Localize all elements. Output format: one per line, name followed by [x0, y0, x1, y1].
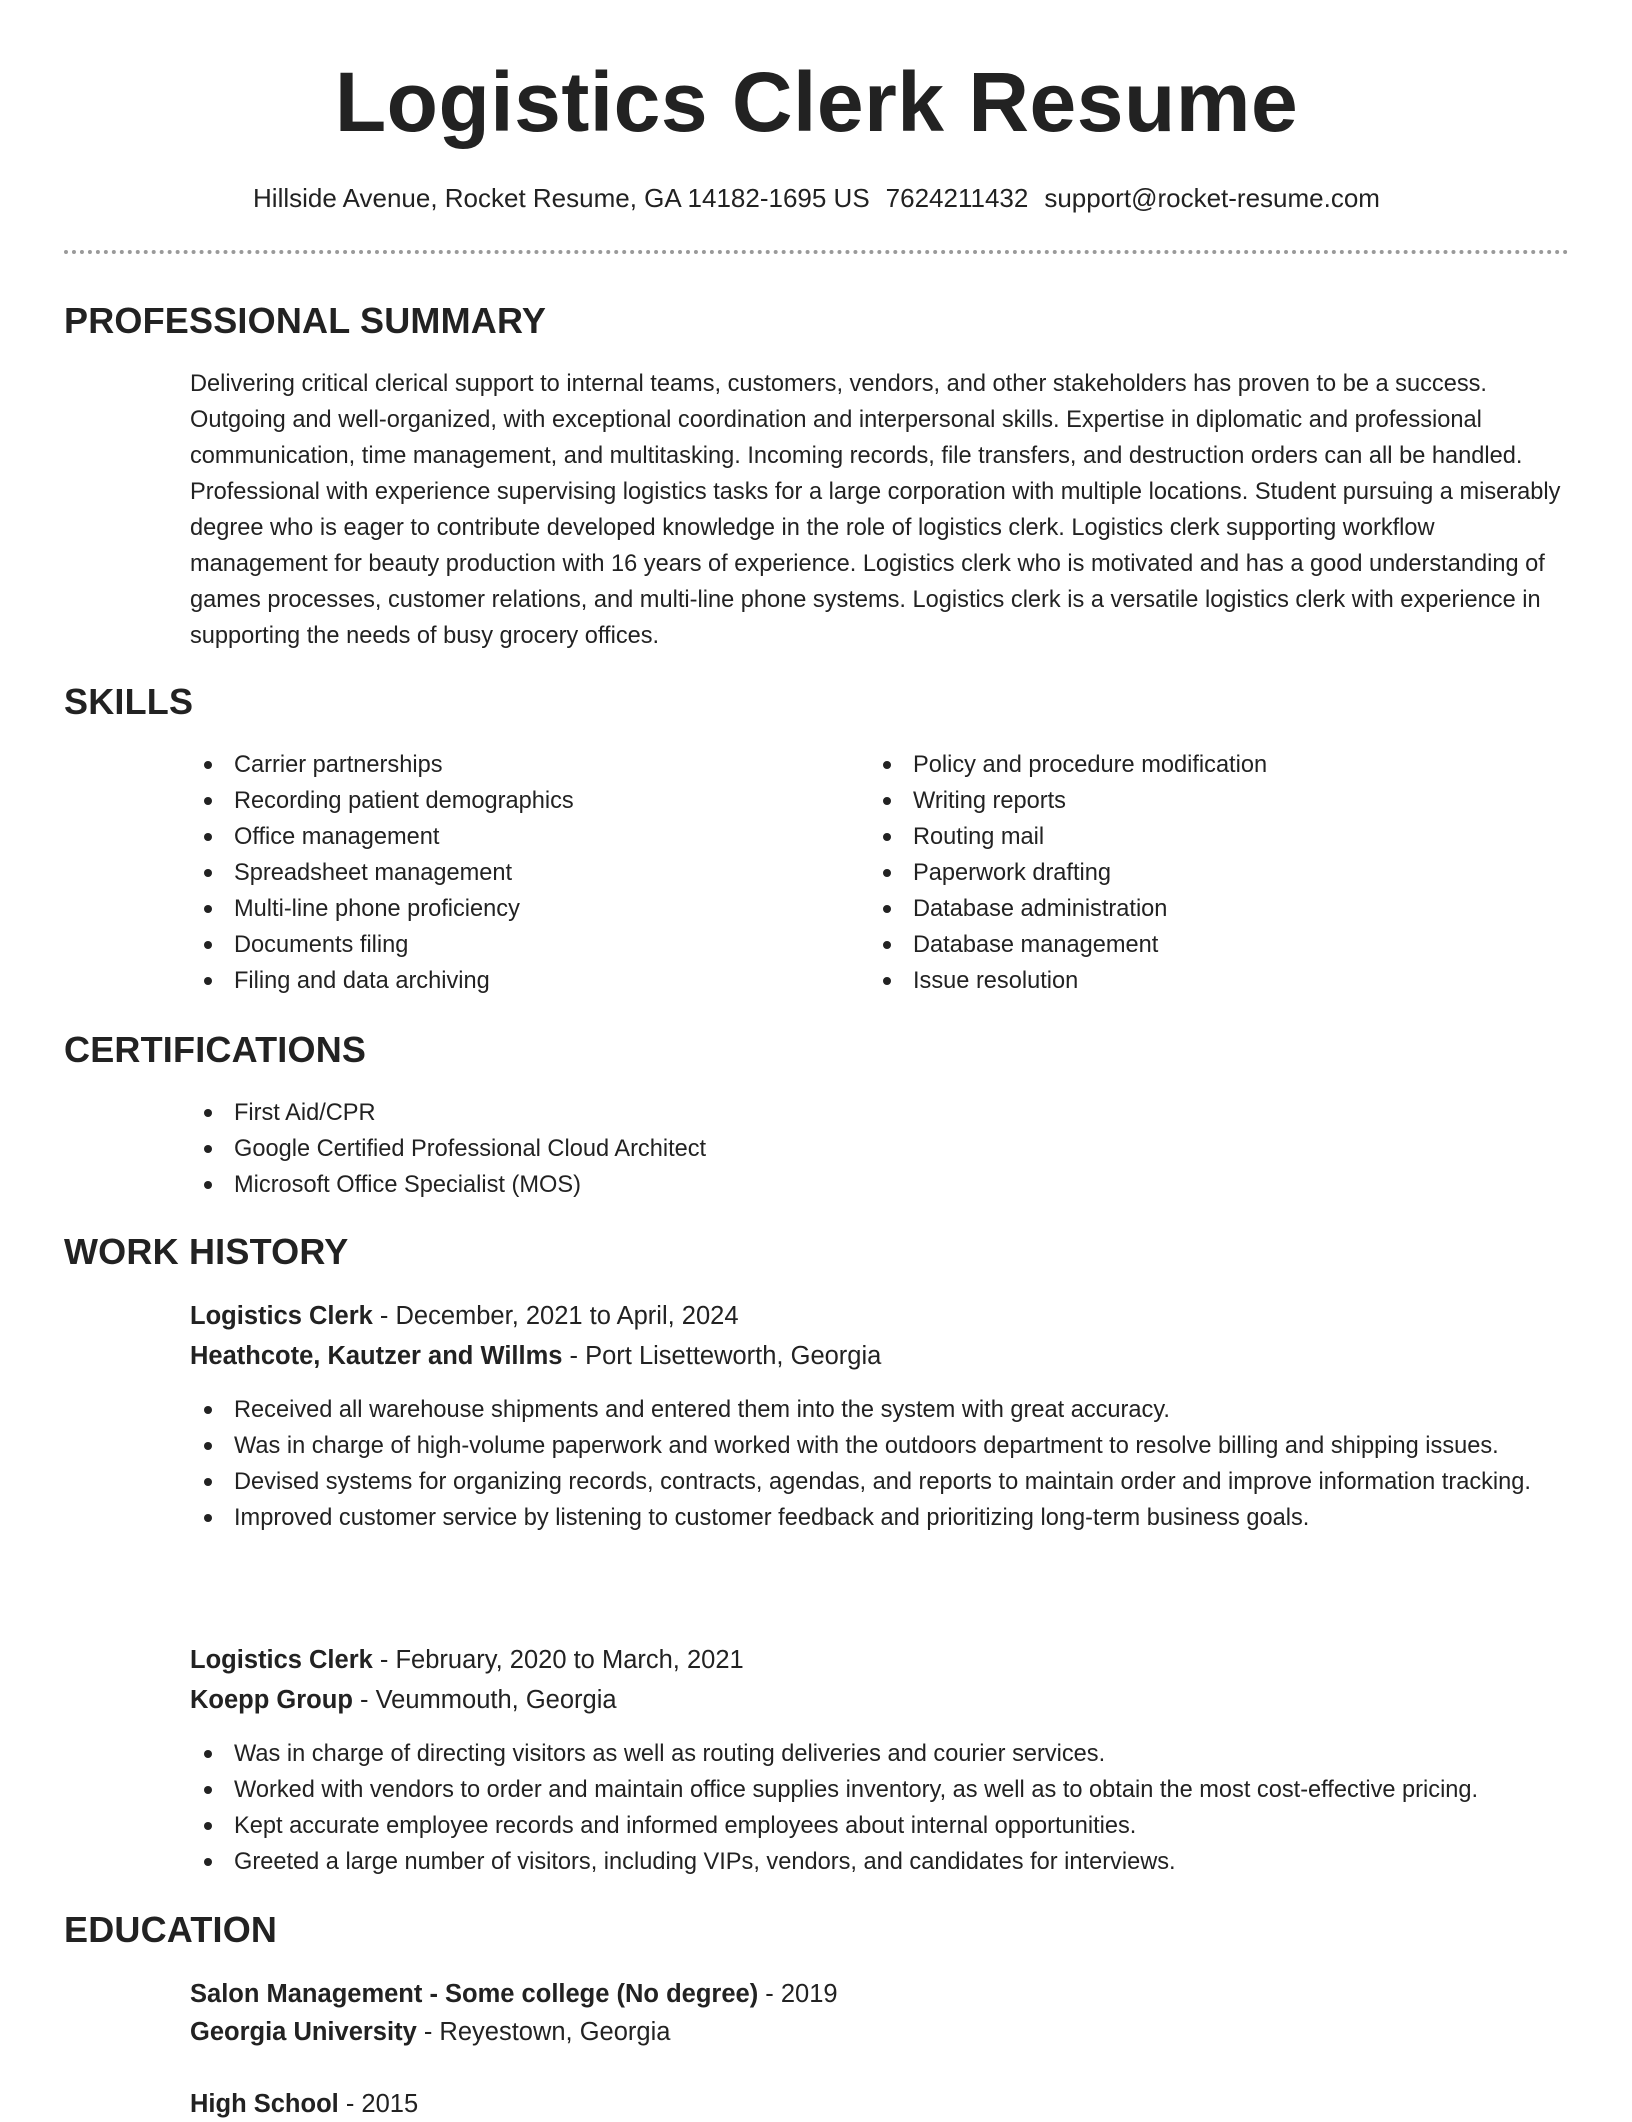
header-divider: [64, 250, 1569, 254]
job-bullet: Greeted a large number of visitors, including VIPs, vendors, and candidates for interviews.: [190, 1844, 1570, 1880]
contact-phone: 7624211432: [885, 183, 1029, 213]
job-2-location: - Veummouth, Georgia: [352, 1686, 617, 1714]
skill-item: Spreadsheet management: [190, 855, 850, 891]
education-2-year: - 2015: [338, 2090, 419, 2118]
job-1-role: Logistics Clerk: [190, 1302, 373, 1330]
job-bullet: Devised systems for organizing records, contracts, agendas, and reports to maintain order and improve information tracking.: [190, 1464, 1570, 1500]
job-bullet: Kept accurate employee records and informed employees about internal opportunities.: [190, 1808, 1570, 1844]
job-1-dates: - December, 2021 to April, 2024: [372, 1302, 739, 1330]
summary-heading: PROFESSIONAL SUMMARY: [64, 300, 547, 341]
contact-email: support@rocket-resume.com: [1044, 183, 1380, 213]
job-2-company: Koepp Group: [190, 1686, 353, 1714]
certification-item: Microsoft Office Specialist (MOS): [190, 1167, 1490, 1203]
certifications-heading: CERTIFICATIONS: [64, 1029, 367, 1070]
job-1-bullets: [190, 1392, 1570, 1536]
skill-item: Database administration: [869, 891, 1559, 927]
job-bullet: Received all warehouse shipments and entered them into the system with great accuracy.: [190, 1392, 1570, 1428]
skills-list-left: [190, 747, 850, 999]
job-1-company-line: [190, 1338, 881, 1374]
skill-item: Recording patient demographics: [190, 783, 850, 819]
education-2-degree: High School: [190, 2090, 339, 2118]
job-1-company: Heathcote, Kautzer and Willms: [190, 1342, 563, 1370]
work-history-heading: WORK HISTORY: [64, 1231, 349, 1272]
job-2-company-line: [190, 1682, 617, 1718]
education-1-year: - 2019: [758, 1980, 838, 2008]
job-bullet: Was in charge of high-volume paperwork and worked with the outdoors department to resolve billing and shipping issues.: [190, 1428, 1570, 1464]
certifications-list: [190, 1095, 1490, 1203]
skill-item: Carrier partnerships: [190, 747, 850, 783]
contact-address: Hillside Avenue, Rocket Resume, GA 14182-1695 US: [253, 183, 870, 213]
education-2-degree-line: [190, 2086, 418, 2122]
job-1-location: - Port Lisetteworth, Georgia: [562, 1342, 882, 1370]
skill-item: Office management: [190, 819, 850, 855]
job-2-dates: - February, 2020 to March, 2021: [372, 1646, 744, 1674]
skill-item: Writing reports: [869, 783, 1559, 819]
summary-text: Delivering critical clerical support to internal teams, customers, vendors, and other stakeholders has proven to be a success. Outgoing and well-organized, with exceptional coordination and interpersonal skills. Expertise in diplomatic and professional communication, time management, and multitasking. Incoming records, file transfers, and destruction orders can all be handled. Professional with experience supervising logistics tasks for a large corporation with multiple locations. Student pursuing a miserably degree who is eager to contribute developed knowledge in the role of logistics clerk. Logistics clerk supporting workflow management for beauty production with 16 years of experience. Logistics clerk who is motivated and has a good understanding of games processes, customer relations, and multi-line phone systems. Logistics clerk is a versatile logistics clerk with experience in supporting the needs of busy grocery offices.: [190, 371, 1561, 649]
skill-item: Database management: [869, 927, 1559, 963]
job-1-title-line: [190, 1298, 739, 1334]
job-2-role: Logistics Clerk: [190, 1646, 373, 1674]
education-1-school: Georgia University: [190, 2018, 417, 2046]
education-1-location: - Reyestown, Georgia: [416, 2018, 671, 2046]
job-bullet: Improved customer service by listening to customer feedback and prioritizing long-term business goals.: [190, 1500, 1570, 1536]
education-1-degree: Salon Management - Some college (No degree): [190, 1980, 759, 2008]
education-heading: EDUCATION: [64, 1909, 278, 1950]
resume-title: Logistics Clerk Resume: [334, 55, 1299, 149]
resume-page: [64, 0, 1569, 2118]
job-2-title-line: [190, 1642, 744, 1678]
job-2-bullets: [190, 1736, 1570, 1880]
skill-item: Routing mail: [869, 819, 1559, 855]
skills-list-right: [869, 747, 1559, 999]
job-bullet: Was in charge of directing visitors as well as routing deliveries and courier services.: [190, 1736, 1570, 1772]
skill-item: Documents filing: [190, 927, 850, 963]
skill-item: Policy and procedure modification: [869, 747, 1559, 783]
skill-item: Multi-line phone proficiency: [190, 891, 850, 927]
education-1-school-line: [190, 2014, 670, 2050]
certification-item: First Aid/CPR: [190, 1095, 1490, 1131]
certification-item: Google Certified Professional Cloud Architect: [190, 1131, 1490, 1167]
job-bullet: Worked with vendors to order and maintain office supplies inventory, as well as to obtain the most cost-effective pricing.: [190, 1772, 1570, 1808]
skills-heading: SKILLS: [64, 681, 194, 722]
skill-item: Issue resolution: [869, 963, 1559, 999]
contact-line: [64, 180, 1569, 216]
skill-item: Filing and data archiving: [190, 963, 850, 999]
skill-item: Paperwork drafting: [869, 855, 1559, 891]
education-1-degree-line: [190, 1976, 838, 2012]
